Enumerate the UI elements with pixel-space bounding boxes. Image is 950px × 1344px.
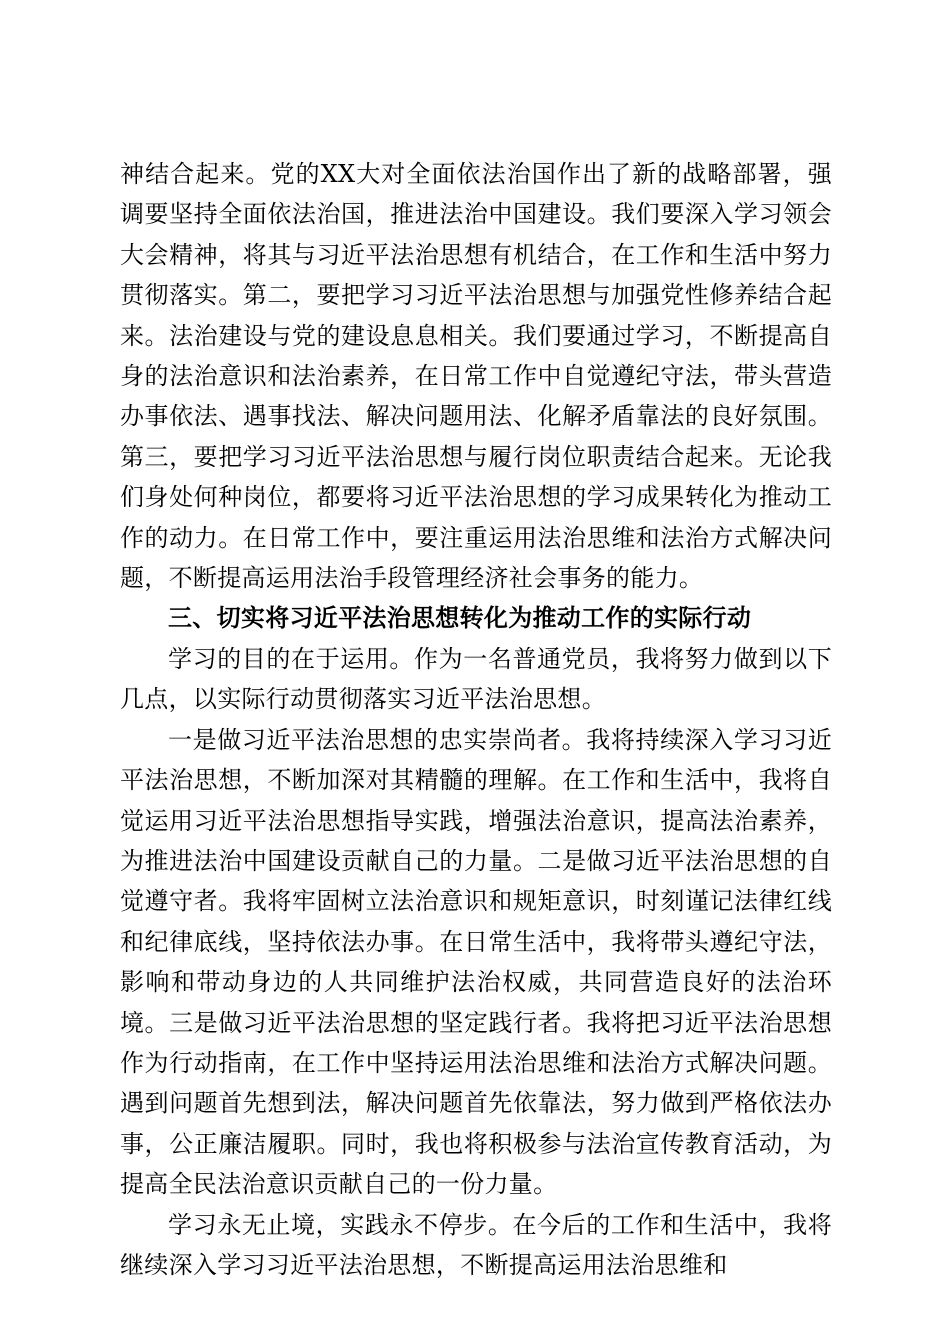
paragraph-conclusion: 学习永无止境，实践永不停步。在今后的工作和生活中，我将继续深入学习习近平法治思想，不断提高运用法治思维和	[120, 1210, 832, 1279]
paragraph-purpose: 学习的目的在于运用。作为一名普通党员，我将努力做到以下几点，以实际行动贯彻落实习近平法治思想。	[120, 644, 832, 714]
paragraph-continued: 神结合起来。党的XX大对全面依法治国作出了新的战略部署，强调要坚持全面依法治国，推进法治中国建设。我们要深入学习领会大会精神，将其与习近平法治思想有机结合，在工作和生活中努力贯彻落实。第二，要把学习习近平法治思想与加强党性修养结合起来。法治建设与党的建设息息相关。我们要通过学习，不断提高自身的法治意识和法治素养，在日常工作中自觉遵纪守法，带头营造办事依法、遇事找法、解决问题用法、化解矛盾靠法的良好氛围。第三，要把学习习近平法治思想与履行岗位职责结合起来。无论我们身处何种岗位，都要将习近平法治思想的学习成果转化为推动工作的动力。在日常工作中，要注重运用法治思维和法治方式解决问题，不断提高运用法治手段管理经济社会事务的能力。	[120, 160, 832, 593]
paragraph-commitments: 一是做习近平法治思想的忠实崇尚者。我将持续深入学习习近平法治思想，不断加深对其精髓的理解。在工作和生活中，我将自觉运用习近平法治思想指导实践，增强法治意识，提高法治素养，为推进法治中国建设贡献自己的力量。二是做习近平法治思想的自觉遵守者。我将牢固树立法治意识和规矩意识，时刻谨记法律红线和纪律底线，坚持依法办事。在日常生活中，我将带头遵纪守法，影响和带动身边的人共同维护法治权威，共同营造良好的法治环境。三是做习近平法治思想的坚定践行者。我将把习近平法治思想作为行动指南，在工作中坚持运用法治思维和法治方式解决问题。遇到问题首先想到法，解决问题首先依靠法，努力做到严格依法办事，公正廉洁履职。同时，我也将积极参与法治宣传教育活动，为提高全民法治意识贡献自己的一份力量。	[120, 725, 832, 1199]
document-body	[120, 154, 832, 1285]
section-heading: 三、切实将习近平法治思想转化为推动工作的实际行动	[168, 604, 752, 633]
